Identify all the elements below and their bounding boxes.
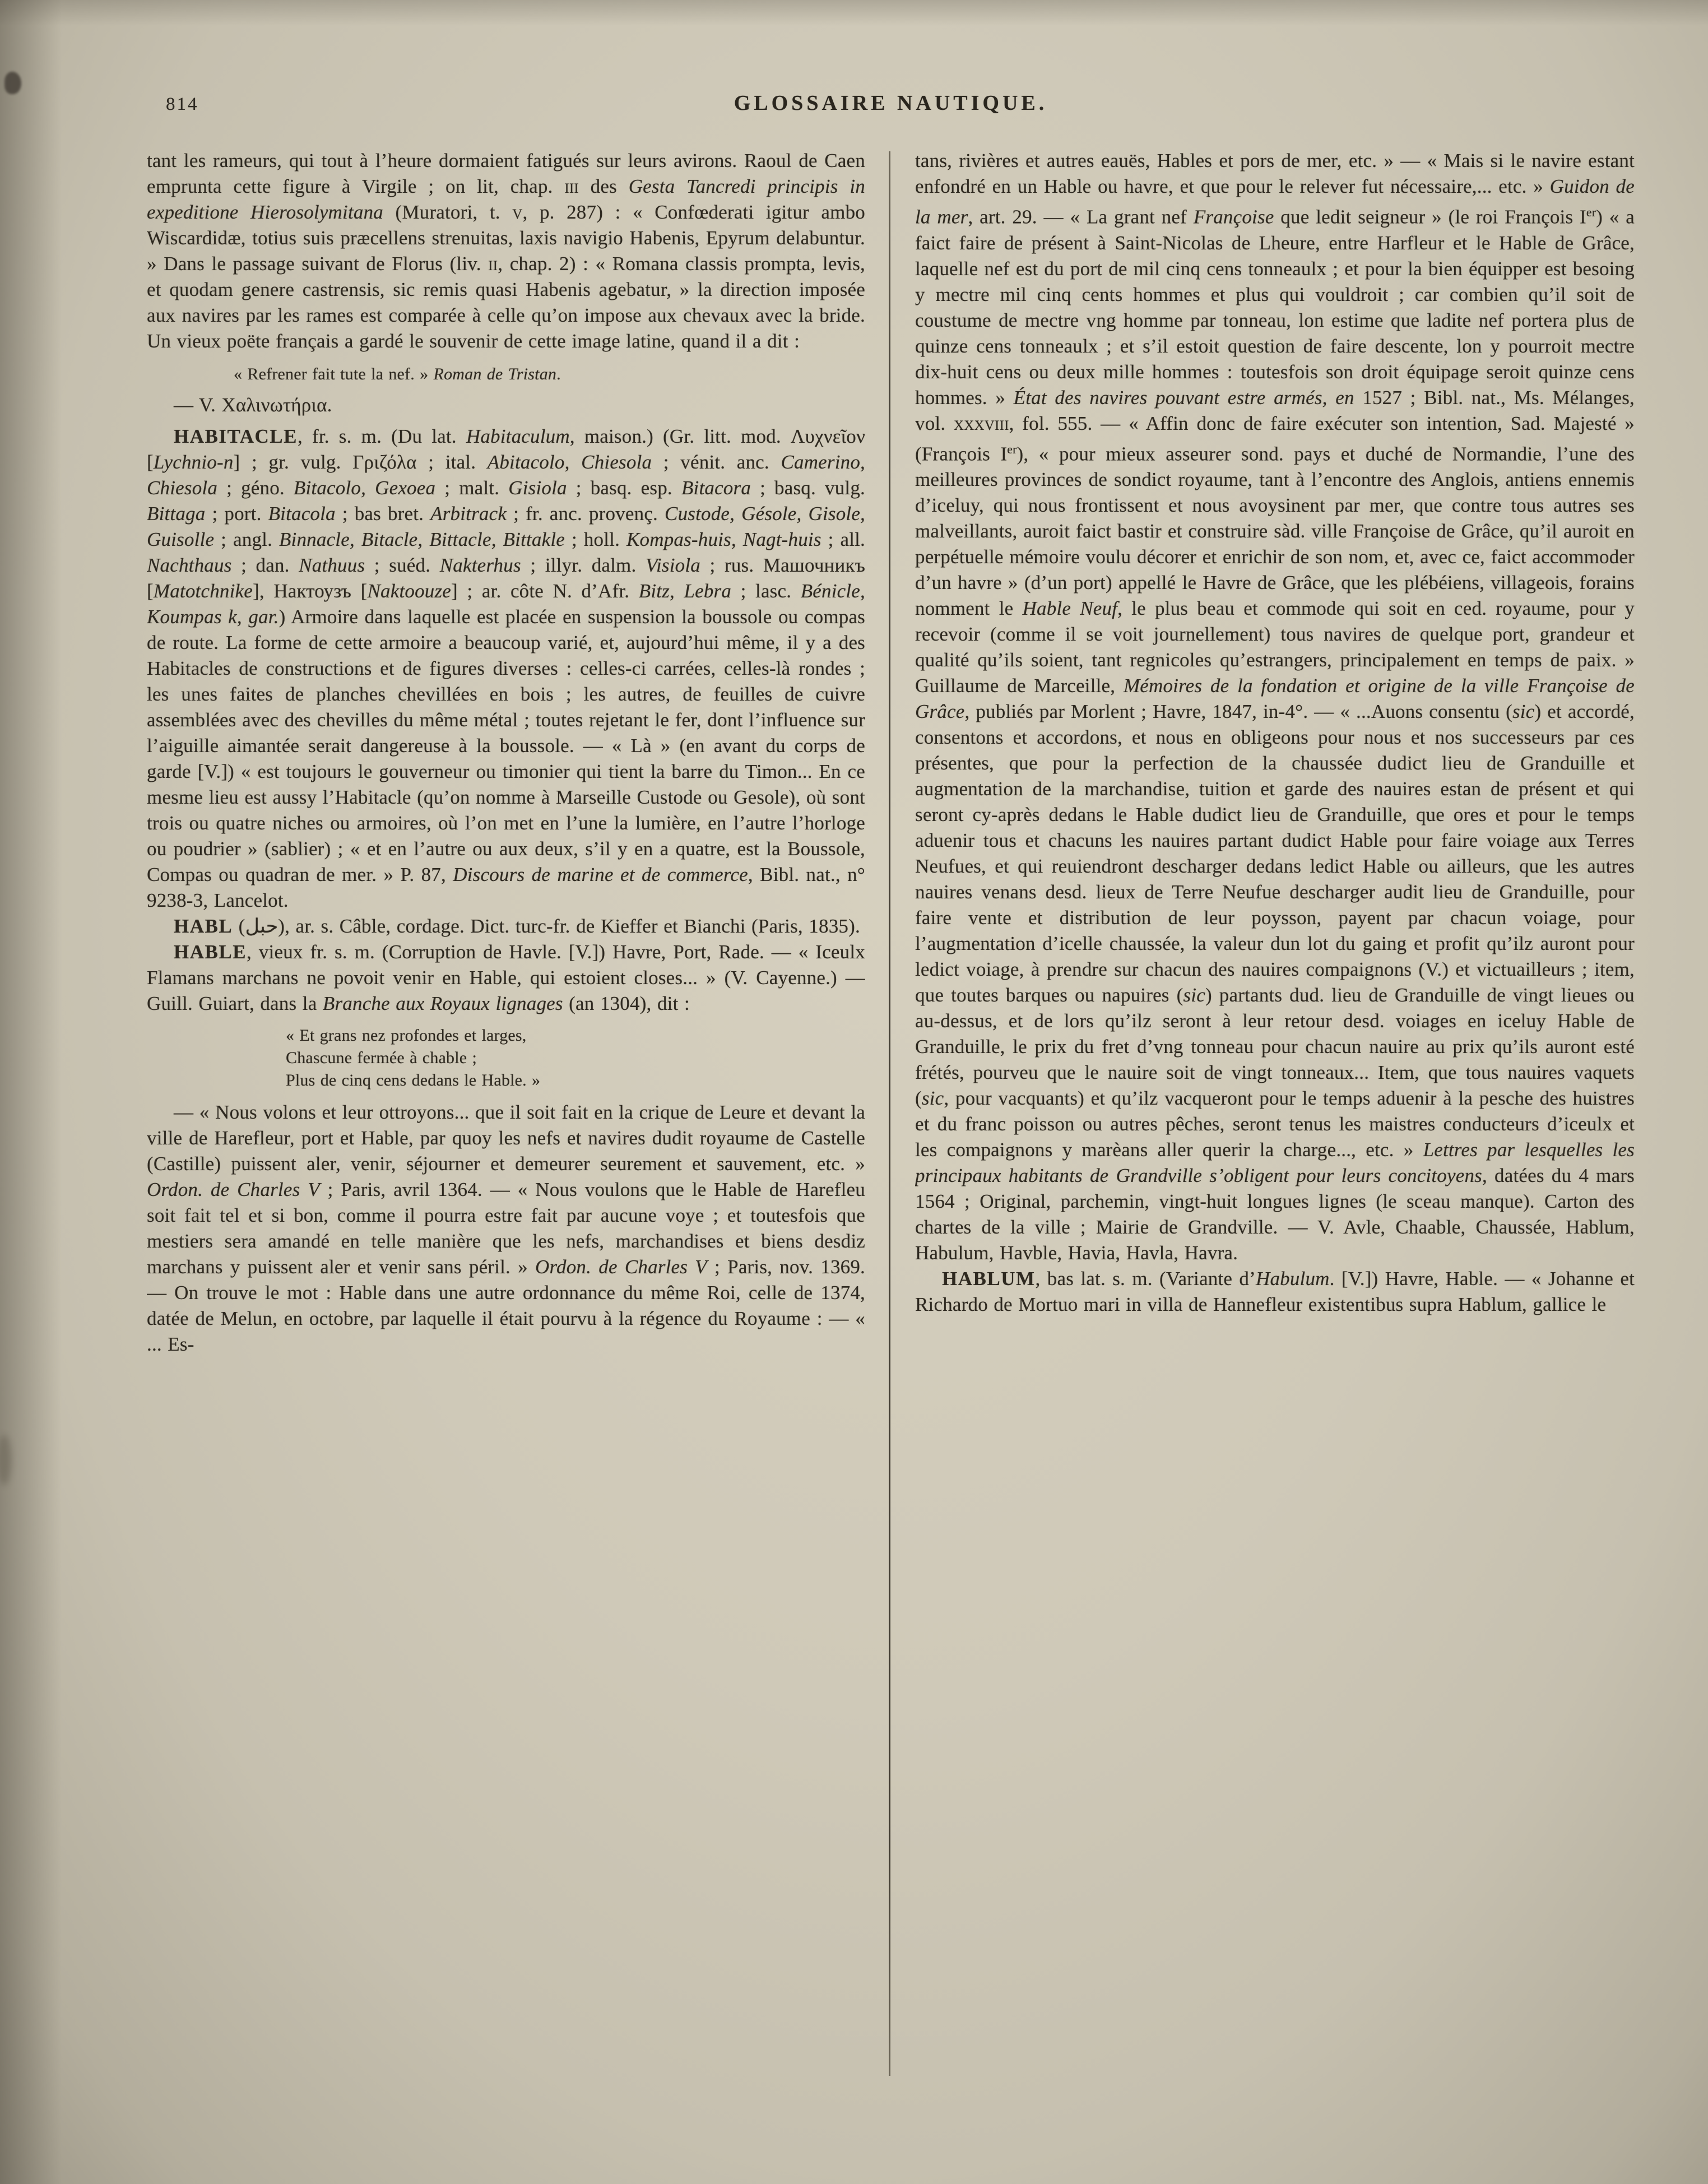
entry-habitacle: HABITACLE, fr. s. m. (Du lat. Habitaculum, maison.) (Gr. litt. mod. Λυχνεῖον [Lychnio-n] ; gr. vulg. Γριζόλα ; ital. Abitacolo, Chiesola ; vénit. anc. Camerino, Chiesola ; géno. Bitacolo, Gexoea ; malt. Gisiola ; basq. esp. Bitacora ; basq. vulg. Bittaga ; port. Bitacola ; bas bret. Arbitrack ; fr. anc. provenç. Custode, Gésole, Gisole, Guisolle ; angl. Binnacle, Bitacle, Bittacle, Bittakle ; holl. Kompas-huis, Nagt-huis ; all. Nachthaus ; dan. Nathuus ; suéd. Nakterhus ; illyr. dalm. Visiola ; rus. Машочникъ [Matotchnike], Нактоузъ [Naktoouze] ; ar. côte N. d’Afr. Bitz, Lebra ; lasc. Bénicle, Koumpas k, gar.) Armoire dans laquelle est placée en suspension la boussole ou compas de route. La forme de cette armoire a beaucoup varié, et, aujourd’hui même, il y a des Habitacles de constructions et de figures diverses : celles-ci carrées, celles-là rondes ; les unes faites de planches chevillées en bois ; les autres, de feuilles de cuivre assemblées avec des chevilles du même métal ; toutes rejetant le fer, dont l’influence sur l’aiguille aimantée serait dangereuse à la boussole. — « Là » (en avant du corps de garde [V.]) « est toujours le gouverneur ou timonier qui tient la barre du Timon... En ce mesme lieu est aussy l’Habitacle (qu’on nomme à Marseille Custode ou Gesole), où sont trois ou quatre niches ou armoires, où l’on met en l’une la lumière, en l’autre l’horloge ou poudrier » (sablier) ; « et en l’autre ou aux deux, s’il y en a quatre, est la Boussole, Compas ou quadran de mer. » P. 87, Discours de marine et de commerce, Bibl. nat., n° 9238-3, Lancelot. [147,425,865,911]
guiart-verse-quote: « Et grans nez profondes et larges, Chascune fermée à chable ; Plus de cinq cens dedans le Hable. » [286,1026,541,1089]
page-content [147,77,1635,2098]
entry-hablum: HABLUM, bas lat. s. m. (Variante d’Habulum. [V.]) Havre, Hable. — « Johanne et Richardo de Mortuo mari in villa de Hannefleur existentibus supra Hablum, gallice le [915,1268,1635,1316]
ink-speck [4,72,21,94]
page-number: 814 [166,94,199,114]
text-columns [147,148,1635,2098]
hable-ordonnances-paragraph: — « Nous volons et leur ottroyons... que il soit fait en la crique de Leure et devant la ville de Harefleur, port et Hable, par quoy les nefs et navires dudit royaume de Castelle (Castille) puissent aler, venir, séjourner et demeurer seurement et sauvement, etc. » Ordon. de Charles V ; Paris, avril 1364. — « Nous voulons que le Hable de Harefleu soit fait tel et si bon, comme il pourra estre fait par aucune voye ; et toutesfois que mestiers sera amandé en telle manière que les nefs, marchandises et biens desdiz marchans y puissent aler et venir sans péril. » Ordon. de Charles V ; Paris, nov. 1369. — On trouve le mot : Hable dans une autre ordonnance du même Roi, celle de 1374, datée de Melun, en octobre, par laquelle il était pourvu à la régence du Royaume : — « ... Es- [147,1101,865,1355]
column-divider-rule [889,151,890,2076]
edge-smudge [0,1435,11,1485]
entry-habl: HABL (حبل), ar. s. Câble, cordage. Dict. turc-fr. de Kieffer et Bianchi (Paris, 1835). [174,915,860,937]
left-column [147,148,865,2098]
tristan-quote-line: « Refrener fait tute la nef. » Roman de Tristan. [234,365,561,383]
right-column [915,148,1635,2098]
entry-hable: HABLE, vieux fr. s. m. (Corruption de Havle. [V.]) Havre, Port, Rade. — « Iceulx Flamans marchans ne povoit venir en Hable, qui estoient closes... » (V. Cayenne.) — Guill. Guiart, dans la Branche aux Royaux lignages (an 1304), dit : [147,941,865,1014]
habenes-continuation-paragraph: tant les rameurs, qui tout à l’heure dormaient fatigués sur leurs avirons. Raoul de Caen emprunta cette figure à Virgile ; on lit, chap. iii des Gesta Tancredi principis in expeditione Hierosolymitana (Muratori, t. v, p. 287) : « Confœderati igitur ambo Wiscardidæ, totius suis præcellens strenuitas, laxis navigio Habenis, Epyrum delabuntur. » Dans le passage suivant de Florus (liv. ii, chap. 2) : « Romana classis prompta, levis, et quodam genere castrensis, sic remis quasi Habenis agebatur, » la direction imposée aux navires par les rames est comparée à celle qu’on impose aux chevaux avec la bride. Un vieux poëte français a gardé le souvenir de cette image latine, quand il a dit : [147,150,865,352]
hable-continuation-paragraph: tans, rivières et autres eauës, Hables et pors de mer, etc. » — « Mais si le navire estant enfondré en un Hable ou havre, et que pour le relever fut nécessaire,... etc. » Guidon de la mer, art. 29. — « La grant nef Françoise que ledit seigneur » (le roi François Ier) « a faict faire de présent à Saint-Nicolas de Lheure, entre Harfleur et le Hable de Grâce, laquelle nef est du port de mil cinq cens tonneaulx ; et pour la bien équipper est besoing y mectre mil cinq cents hommes et plus qui vouldroit ; car combien qu’il soit de coustume de mectre vng homme par tonneau, lon estime que ladite nef portera plus de quinze cens tonneaulx ; et s’il estoit question de faire descente, lon y pourroit mectre dix-huit cens ou deux mille hommes : toutesfois son droit équipage seroit quinze cens hommes. » État des navires pouvant estre armés, en 1527 ; Bibl. nat., Ms. Mélanges, vol. xxxviii, fol. 555. — « Affin donc de faire exécuter son intention, Sad. Majesté » (François Ier), « pour mieux asseurer sond. pays et duché de Normandie, l’une des meilleures provinces de sondict royaume, tant à l’encontre des Anglois, antiens ennemis d’iceluy, qui nous frontissent et nous avoysinent par mer, que contre tous autres ses malveillants, auroit faict bastir et construire sàd. ville Françoise de Grâce, qu’il auroit en perpétuelle mémoire voulu décorer et enrichir de son nom, et, avec ce, faict accommoder d’un havre » (d’un port) appellé le Havre de Grâce, que les plébéiens, villageois, forains nomment le Hable Neuf, le plus beau et commode qui soit en ced. royaume, pour y recevoir (comme il se voit journellement) tous navires de quelque port, grandeur et qualité qu’ils soient, tant regnicoles qu’estrangers, principalement en temps de paix. » Guillaume de Marceille, Mémoires de la fondation et origine de la ville Françoise de Grâce, publiés par Morlent ; Havre, 1847, in-4°. — « ...Auons consentu (sic) et accordé, consentons et accordons, et nous en obligeons pour nous et nos successeurs par ces présentes, que pour la perfection de la chaussée dudict lieu de Granduille et augmentation de la marchandise, tuition et garde des nauires estan de présent et qui seront cy-après dedans le Hable dudict lieu de Granduille, que ores et pour le temps aduenir tous et chacuns les nauires partant dudict Hable pour faire voiage aux Terres Neufues, et qui reuiendront descharger dedans ledict Hable ou ailleurs, que les autres nauires venans desd. lieux de Terre Neufue descharger audit lieu de Granduille, pour faire vente et distribution de leur poysson, payent par chacun voiage, pour l’augmentation d’icelle chaussée, la valeur dun lot du gaing et profit qu’ilz auront pour ledict voiage, à prendre sur chacun des nauires compaignons (V.) et victuailleurs ; item, que toutes barques ou napuires (sic) partants dud. lieu de Granduille de vingt lieues ou au-dessus, et de lors qu’ilz seront à leur retour desd. voiages en iceluy Hable de Granduille, le prix du fret d’vng tonneau pour chacun nauire au prix qu’ils auront esté frétés, pourveu que le nauire soit de vingt tonneaux... Item, que tous nauires vaquets (sic, pour vacquants) et qu’ilz vacqueront pour le temps aduenir à la pesche des huistres et du franc poisson ou autres pêches, seront tenus les maistres conducteurs d’iceulx et les compaignons y marèans aller querir la charge..., etc. » Lettres par lesquelles les principaux habitants de Grandville s’obligent pour leurs concitoyens, datées du 4 mars 1564 ; Original, parchemin, vingt-huit longues lignes (le sceau manque). Carton des chartes de la ville ; Mairie de Grandville. — V. Avle, Chaable, Chaussée, Hablum, Habulum, Havble, Havia, Havla, Havra. [915,150,1635,1264]
cross-reference-chalinoteria: — V. Χαλινωτήρια. [174,394,332,416]
page-header [147,77,1635,129]
page-title: GLOSSAIRE NAUTIQUE. [734,91,1048,115]
